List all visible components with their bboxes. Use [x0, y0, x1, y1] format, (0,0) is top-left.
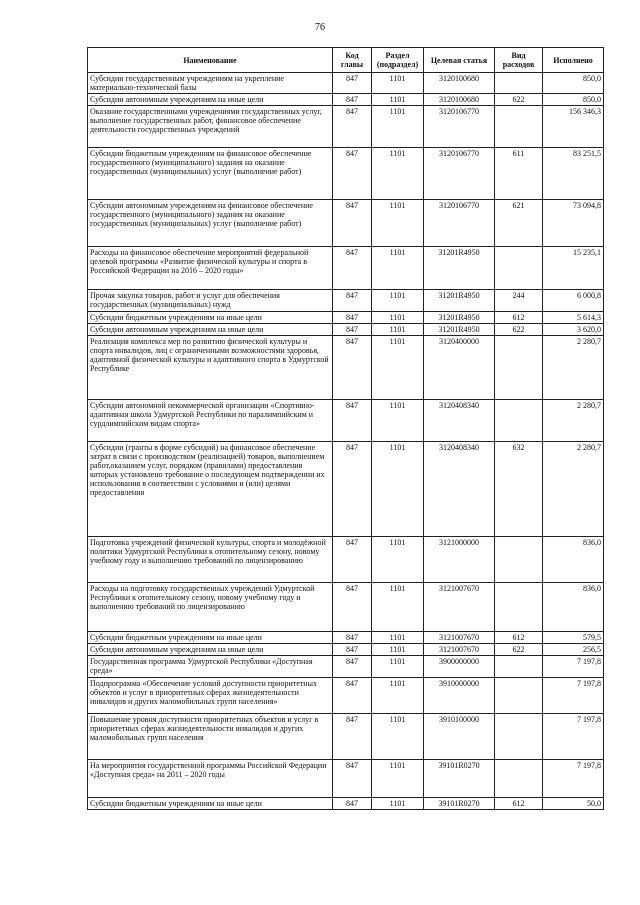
cell-amount: 6 000,8 [543, 290, 604, 312]
cell-amount: 850,0 [543, 73, 604, 94]
table-row [88, 400, 604, 442]
cell-chapter: 847 [333, 714, 372, 760]
table-row [88, 336, 604, 400]
cell-chapter: 847 [333, 312, 372, 324]
cell-name: Подготовка учреждений физической культуры, спорта и молодёжной политики Удмуртской Республики к отопительному сезону, новому учебному году и выполнению требований по лицензированию [88, 537, 333, 583]
cell-chapter: 847 [333, 148, 372, 200]
cell-chapter: 847 [333, 94, 372, 106]
cell-expense: 612 [495, 798, 543, 810]
header-amount: Исполнено [543, 48, 604, 73]
cell-article: 3120408340 [424, 442, 495, 537]
cell-chapter: 847 [333, 632, 372, 644]
table-row [88, 583, 604, 632]
cell-name: На мероприятия государственной программы Российской Федерации «Доступная среда» на 2011 – 2020 годы [88, 760, 333, 798]
cell-section: 1101 [372, 336, 424, 400]
cell-expense: 612 [495, 312, 543, 324]
table-row [88, 200, 604, 247]
table-row [88, 247, 604, 290]
cell-article: 3121007670 [424, 632, 495, 644]
cell-amount: 7 197,8 [543, 760, 604, 798]
cell-amount: 2 280,7 [543, 442, 604, 537]
cell-article: 3120106770 [424, 106, 495, 148]
cell-expense: 621 [495, 200, 543, 247]
cell-expense: 622 [495, 94, 543, 106]
header-expense: Вид расходов [495, 48, 543, 73]
cell-expense [495, 336, 543, 400]
cell-chapter: 847 [333, 336, 372, 400]
table-row [88, 94, 604, 106]
table-row [88, 148, 604, 200]
cell-expense: 244 [495, 290, 543, 312]
table-row [88, 760, 604, 798]
cell-chapter: 847 [333, 324, 372, 336]
cell-amount: 73 094,8 [543, 200, 604, 247]
cell-section: 1101 [372, 656, 424, 678]
cell-section: 1101 [372, 200, 424, 247]
cell-name: Реализация комплекса мер по развитию физической культуры и спорта инвалидов, лиц с ограниченными возможностями здоровья, адаптивной физической культуры и адаптивного спорта в Удмуртской Республике [88, 336, 333, 400]
cell-amount: 83 251,5 [543, 148, 604, 200]
cell-amount: 50,0 [543, 798, 604, 810]
cell-article: 3120408340 [424, 400, 495, 442]
cell-article: 31201R4950 [424, 324, 495, 336]
cell-chapter: 847 [333, 290, 372, 312]
cell-chapter: 847 [333, 400, 372, 442]
table-row [88, 644, 604, 656]
table-row [88, 312, 604, 324]
cell-expense: 632 [495, 442, 543, 537]
cell-amount: 2 280,7 [543, 400, 604, 442]
cell-chapter: 847 [333, 678, 372, 714]
cell-section: 1101 [372, 148, 424, 200]
cell-expense [495, 247, 543, 290]
cell-chapter: 847 [333, 644, 372, 656]
cell-chapter: 847 [333, 442, 372, 537]
cell-amount: 7 197,8 [543, 678, 604, 714]
cell-amount: 2 280,7 [543, 336, 604, 400]
cell-section: 1101 [372, 73, 424, 94]
cell-section: 1101 [372, 537, 424, 583]
cell-section: 1101 [372, 247, 424, 290]
cell-name: Субсидии автономным учреждениям на финансовое обеспечение государственного (муниципального) задания на оказание государственных (муниципальных) услуг (выполнение работ) [88, 200, 333, 247]
cell-section: 1101 [372, 798, 424, 810]
cell-amount: 15 235,1 [543, 247, 604, 290]
cell-article: 3120106770 [424, 200, 495, 247]
cell-chapter: 847 [333, 656, 372, 678]
cell-name: Субсидии бюджетным учреждениям на иные цели [88, 312, 333, 324]
header-name: Наименование [88, 48, 333, 73]
table-row [88, 324, 604, 336]
cell-expense [495, 537, 543, 583]
table-row [88, 537, 604, 583]
cell-name: Расходы на финансовое обеспечение мероприятий федеральной целевой программы «Развитие физической культуры и спорта в Российской Федерации на 2016 – 2020 годы» [88, 247, 333, 290]
cell-article: 3120100680 [424, 73, 495, 94]
cell-section: 1101 [372, 714, 424, 760]
budget-table [87, 47, 604, 810]
cell-article: 31201R4950 [424, 290, 495, 312]
cell-amount: 836,0 [543, 537, 604, 583]
cell-chapter: 847 [333, 798, 372, 810]
cell-amount: 850,0 [543, 94, 604, 106]
cell-expense [495, 760, 543, 798]
cell-expense [495, 106, 543, 148]
cell-name: Подпрограмма «Обеспечение условий доступности приоритетных объектов и услуг в приоритетных сферах жизнедеятельности инвалидов и других маломобильных групп населения» [88, 678, 333, 714]
table-row [88, 73, 604, 94]
cell-section: 1101 [372, 94, 424, 106]
cell-expense: 622 [495, 324, 543, 336]
cell-section: 1101 [372, 632, 424, 644]
cell-article: 3120100680 [424, 94, 495, 106]
cell-name: Субсидии автономной некоммерческой организации «Спортивно-адаптивная школа Удмуртской Республики по паралимпийским и сурдлимпийским видам спорта» [88, 400, 333, 442]
cell-amount: 256,5 [543, 644, 604, 656]
cell-section: 1101 [372, 312, 424, 324]
cell-article: 3120106770 [424, 148, 495, 200]
cell-name: Прочая закупка товаров, работ и услуг для обеспечения государственных (муниципальных) нужд [88, 290, 333, 312]
cell-article: 31201R4950 [424, 312, 495, 324]
table-row [88, 714, 604, 760]
cell-article: 39101R0270 [424, 798, 495, 810]
cell-section: 1101 [372, 324, 424, 336]
cell-article: 3910100000 [424, 714, 495, 760]
cell-amount: 7 197,8 [543, 656, 604, 678]
cell-expense: 612 [495, 632, 543, 644]
table-row [88, 290, 604, 312]
cell-name: Субсидии бюджетным учреждениям на иные цели [88, 632, 333, 644]
cell-expense [495, 400, 543, 442]
cell-name: Субсидии автономным учреждениям на иные цели [88, 324, 333, 336]
cell-expense: 611 [495, 148, 543, 200]
cell-article: 3910000000 [424, 678, 495, 714]
cell-chapter: 847 [333, 73, 372, 94]
table-row [88, 106, 604, 148]
cell-name: Субсидии бюджетным учреждениям на финансовое обеспечение государственного (муниципального) задания на оказание государственных (муниципальных) услуг (выполнение работ) [88, 148, 333, 200]
cell-name: Расходы на подготовку государственных учреждений Удмуртской Республики к отопительному сезону, новому учебному году и выполнению требований по лицензированию [88, 583, 333, 632]
cell-name: Субсидии автономным учреждениям на иные цели [88, 94, 333, 106]
cell-amount: 836,0 [543, 583, 604, 632]
header-chapter: Код главы [333, 48, 372, 73]
cell-chapter: 847 [333, 583, 372, 632]
cell-expense: 622 [495, 644, 543, 656]
cell-chapter: 847 [333, 106, 372, 148]
header-section: Раздел (подраздел) [372, 48, 424, 73]
cell-name: Государственная программа Удмуртской Республики «Доступная среда» [88, 656, 333, 678]
cell-name: Субсидии государственным учреждениям на укрепление материально-технической базы [88, 73, 333, 94]
cell-article: 3121007670 [424, 644, 495, 656]
cell-expense [495, 656, 543, 678]
cell-article: 3900000000 [424, 656, 495, 678]
cell-chapter: 847 [333, 537, 372, 583]
cell-section: 1101 [372, 290, 424, 312]
cell-article: 39101R0270 [424, 760, 495, 798]
cell-article: 3120400000 [424, 336, 495, 400]
page-number: 76 [315, 22, 325, 33]
cell-section: 1101 [372, 583, 424, 632]
cell-name: Повышение уровня доступности приоритетных объектов и услуг в приоритетных сферах жизнедеятельности инвалидов и других маломобильных групп населения [88, 714, 333, 760]
cell-article: 31201R4950 [424, 247, 495, 290]
cell-section: 1101 [372, 644, 424, 656]
table-row [88, 798, 604, 810]
table-row [88, 442, 604, 537]
cell-amount: 3 620,0 [543, 324, 604, 336]
cell-expense [495, 73, 543, 94]
cell-expense [495, 583, 543, 632]
cell-section: 1101 [372, 760, 424, 798]
table-row [88, 678, 604, 714]
cell-amount: 156 346,3 [543, 106, 604, 148]
header-article: Целевая статья [424, 48, 495, 73]
cell-section: 1101 [372, 442, 424, 537]
cell-name: Оказание государственными учреждениями государственных услуг, выполнение государственных работ, финансовое обеспечение деятельности государственных учреждений [88, 106, 333, 148]
table-row [88, 632, 604, 644]
cell-amount: 7 197,8 [543, 714, 604, 760]
table-header-row [88, 48, 604, 73]
cell-name: Субсидии бюджетным учреждениям на иные цели [88, 798, 333, 810]
cell-amount: 5 614,3 [543, 312, 604, 324]
cell-article: 3121007670 [424, 583, 495, 632]
cell-section: 1101 [372, 678, 424, 714]
cell-chapter: 847 [333, 200, 372, 247]
cell-amount: 579,5 [543, 632, 604, 644]
table-row [88, 656, 604, 678]
cell-article: 3121000000 [424, 537, 495, 583]
cell-section: 1101 [372, 400, 424, 442]
cell-expense [495, 678, 543, 714]
cell-name: Субсидии автономным учреждениям на иные цели [88, 644, 333, 656]
cell-expense [495, 714, 543, 760]
table-body [88, 73, 604, 810]
cell-section: 1101 [372, 106, 424, 148]
cell-chapter: 847 [333, 247, 372, 290]
cell-chapter: 847 [333, 760, 372, 798]
cell-name: Субсидии (гранты в форме субсидий) на финансовое обеспечение затрат в связи с производством (реализацией) товаров, выполнением работ,оказанием услуг, порядком (правилами) предоставления которых установлено требование о последующем подтверждении их использования в соответствии с условиями и (или) целями предоставления [88, 442, 333, 537]
